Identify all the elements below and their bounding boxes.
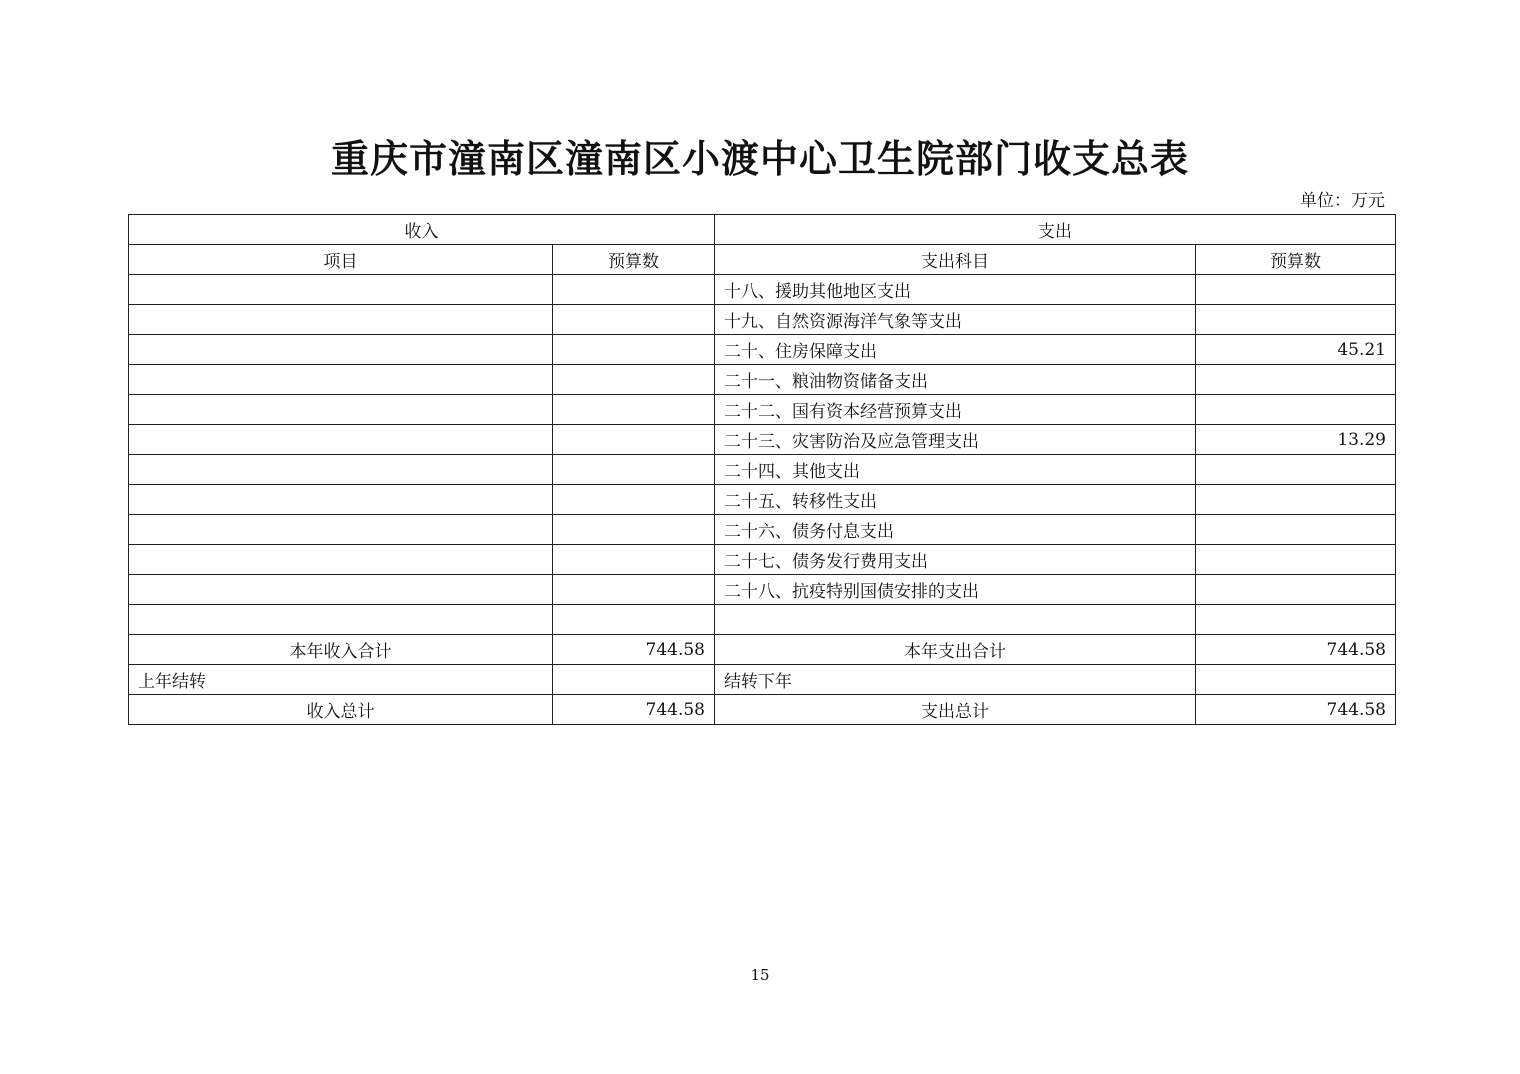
expense-item-cell: 二十七、债务发行费用支出: [715, 545, 1196, 575]
carry-in-value: [553, 665, 715, 695]
income-amount-cell: [553, 425, 715, 455]
income-amount-cell: [553, 605, 715, 635]
expense-item-cell: 二十八、抗疫特别国债安排的支出: [715, 575, 1196, 605]
expense-amount-cell: [1196, 575, 1396, 605]
expense-item-cell: [715, 605, 1196, 635]
expense-amount-cell: [1196, 485, 1396, 515]
expense-item-header: 支出科目: [715, 245, 1196, 275]
income-item-cell: [129, 305, 553, 335]
income-item-cell: [129, 335, 553, 365]
table-row: [129, 455, 1396, 485]
expense-amount-cell: [1196, 545, 1396, 575]
income-item-cell: [129, 425, 553, 455]
expense-section-header: 支出: [715, 215, 1396, 245]
expense-amount-cell: [1196, 455, 1396, 485]
header-row-columns: [129, 245, 1396, 275]
income-item-cell: [129, 605, 553, 635]
year-expense-total-value: 744.58: [1196, 635, 1396, 665]
income-item-cell: [129, 515, 553, 545]
year-total-row: [129, 635, 1396, 665]
header-row-sections: [129, 215, 1396, 245]
income-amount-cell: [553, 395, 715, 425]
expense-amount-header: 预算数: [1196, 245, 1396, 275]
grand-income-total-label: 收入总计: [129, 695, 553, 725]
carry-over-row: [129, 665, 1396, 695]
expense-item-cell: 二十五、转移性支出: [715, 485, 1196, 515]
table-row: [129, 485, 1396, 515]
expense-item-cell: 十八、援助其他地区支出: [715, 275, 1196, 305]
table-row: [129, 335, 1396, 365]
expense-amount-cell: 45.21: [1196, 335, 1396, 365]
income-amount-cell: [553, 305, 715, 335]
table-body: [129, 215, 1396, 725]
year-income-total-label: 本年收入合计: [129, 635, 553, 665]
income-item-cell: [129, 575, 553, 605]
expense-amount-cell: [1196, 365, 1396, 395]
expense-item-cell: 二十四、其他支出: [715, 455, 1196, 485]
income-amount-cell: [553, 485, 715, 515]
income-amount-cell: [553, 275, 715, 305]
income-item-header: 项目: [129, 245, 553, 275]
income-section-header: 收入: [129, 215, 715, 245]
year-income-total-value: 744.58: [553, 635, 715, 665]
budget-summary-table: [128, 214, 1396, 725]
expense-amount-cell: [1196, 305, 1396, 335]
grand-expense-total-value: 744.58: [1196, 695, 1396, 725]
table-row: [129, 365, 1396, 395]
income-item-cell: [129, 455, 553, 485]
expense-item-cell: 二十六、债务付息支出: [715, 515, 1196, 545]
income-item-cell: [129, 485, 553, 515]
table-row: [129, 515, 1396, 545]
table-row: [129, 545, 1396, 575]
table-row: [129, 605, 1396, 635]
income-amount-cell: [553, 545, 715, 575]
expense-amount-cell: [1196, 275, 1396, 305]
carry-in-label: 上年结转: [129, 665, 553, 695]
income-amount-cell: [553, 365, 715, 395]
carry-out-value: [1196, 665, 1396, 695]
expense-item-cell: 二十二、国有资本经营预算支出: [715, 395, 1196, 425]
expense-item-cell: 二十、住房保障支出: [715, 335, 1196, 365]
expense-item-cell: 十九、自然资源海洋气象等支出: [715, 305, 1196, 335]
table-row: [129, 275, 1396, 305]
expense-amount-cell: 13.29: [1196, 425, 1396, 455]
table-row: [129, 425, 1396, 455]
income-amount-cell: [553, 455, 715, 485]
expense-amount-cell: [1196, 395, 1396, 425]
table-row: [129, 575, 1396, 605]
income-item-cell: [129, 365, 553, 395]
grand-total-row: [129, 695, 1396, 725]
income-amount-cell: [553, 515, 715, 545]
expense-item-cell: 二十三、灾害防治及应急管理支出: [715, 425, 1196, 455]
unit-label: 单位：万元: [1300, 191, 1385, 211]
income-item-cell: [129, 395, 553, 425]
table-row: [129, 305, 1396, 335]
income-amount-cell: [553, 335, 715, 365]
income-amount-header: 预算数: [553, 245, 715, 275]
page-number: 15: [750, 966, 770, 984]
page-title: 重庆市潼南区潼南区小渡中心卫生院部门收支总表: [330, 137, 1189, 181]
expense-item-cell: 二十一、粮油物资储备支出: [715, 365, 1196, 395]
income-item-cell: [129, 545, 553, 575]
carry-out-label: 结转下年: [715, 665, 1196, 695]
expense-amount-cell: [1196, 605, 1396, 635]
expense-amount-cell: [1196, 515, 1396, 545]
year-expense-total-label: 本年支出合计: [715, 635, 1196, 665]
grand-income-total-value: 744.58: [553, 695, 715, 725]
grand-expense-total-label: 支出总计: [715, 695, 1196, 725]
income-item-cell: [129, 275, 553, 305]
income-amount-cell: [553, 575, 715, 605]
table-row: [129, 395, 1396, 425]
